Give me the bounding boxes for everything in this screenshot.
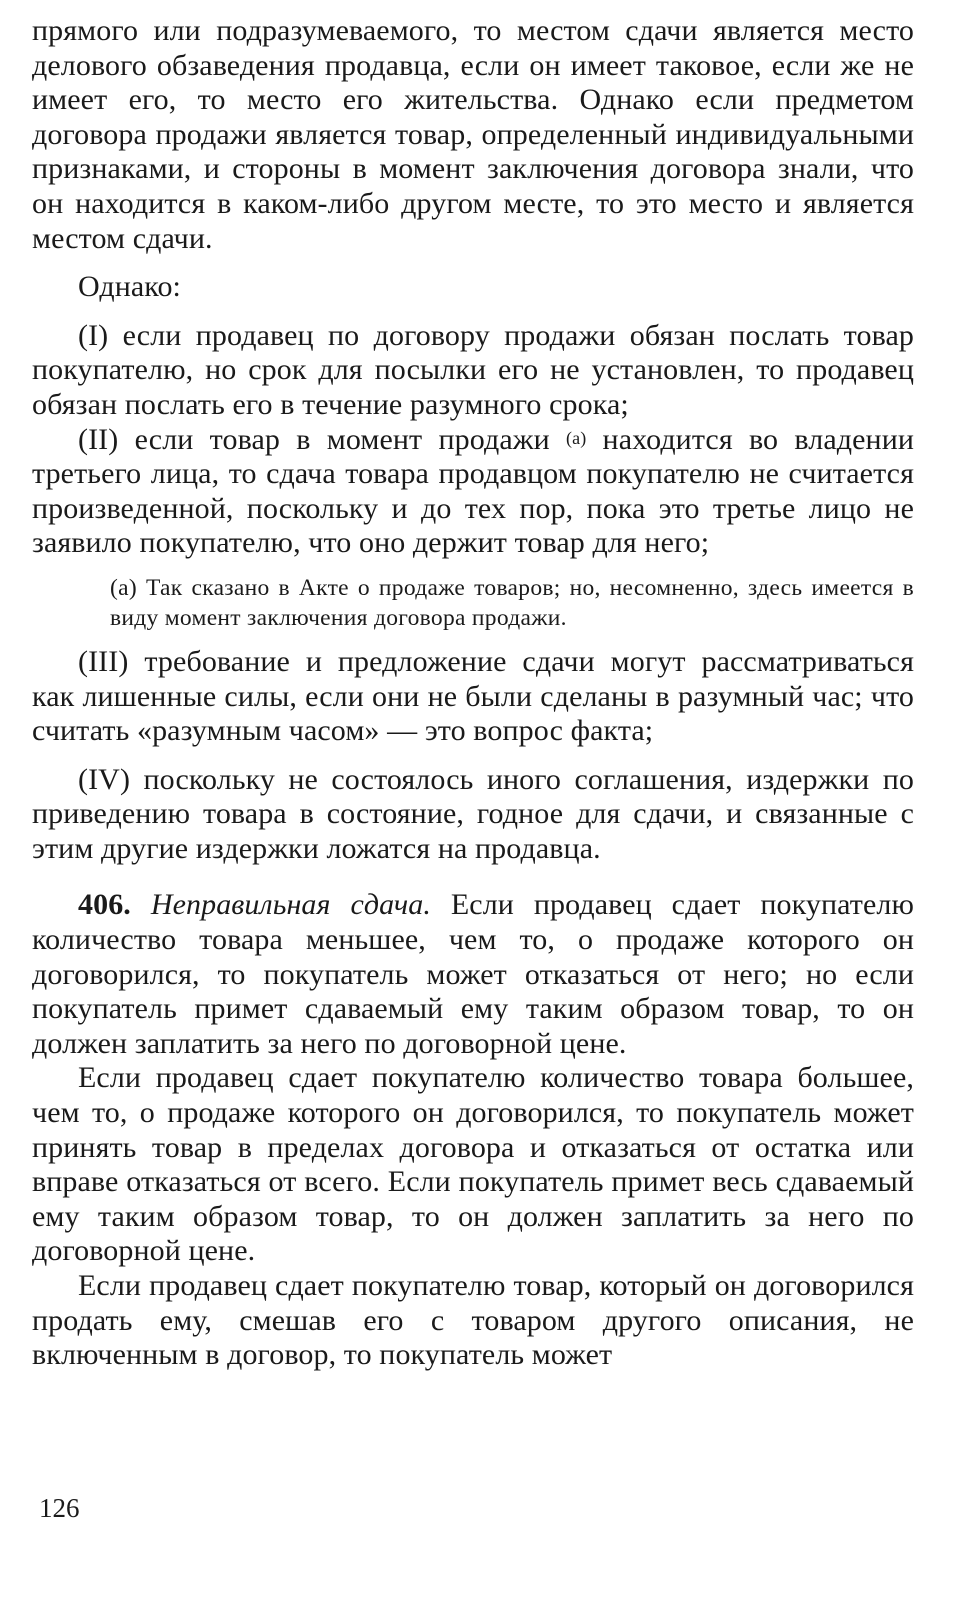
footnote-reference: (a)	[566, 427, 587, 448]
clause-ii	[32, 423, 914, 561]
section-406	[32, 888, 914, 1061]
paragraph-however: Однако:	[78, 270, 181, 304]
paragraph-place-of-delivery: прямого или подразумеваемого, то местом сдачи является место делового обзаведения продавца, если он имеет таковое, если же не имеет его, то место его жительства. Однако если предметом договора продажи является товар, определенный индивидуальными признаками, и стороны в момент заключения договора знали, что он находится в каком-либо другом месте, то это место и является местом сдачи.	[32, 14, 914, 255]
paragraph-excess-delivery: Если продавец сдает покупателю количество товара большее, чем то, о продаже которого он договорился, то покупатель может принять товар в пределах договора и отказаться от остатка или вправе отказаться от всего. Если покупатель примет весь сдаваемый ему таким образом товар, то он должен заплатить за него по договорной цене.	[32, 1061, 914, 1268]
page-number: 126	[39, 1493, 80, 1523]
clause-iv: (IV) поскольку не состоялось иного соглашения, издержки по приведению товара в состояние, годное для сдачи, и связанные с этим другие издержки ложатся на продавца.	[32, 762, 914, 865]
clause-i: (I) если продавец по договору продажи обязан послать товар покупателю, но срок для посылки его не установлен, то продавец обязан послать его в течение разумного срока;	[32, 318, 914, 421]
clause-ii-text-end: находится во владении третьего лица, то сдача товара продавцом покупателю не считается произведенной, поскольку и до тех пор, пока это третье лицо не заявило покупателю, что оно держит товар для него;	[32, 422, 915, 560]
section-406-text: Если продавец сдает покупателю количество товара меньшее, чем то, о продаже которого он договорился, то покупатель может отказаться от него; но если покупатель примет сдаваемый ему таким образом товар, то он должен заплатить за него по договорной цене.	[32, 888, 914, 1060]
section-number: 406.	[78, 888, 131, 922]
clause-ii-text-start: (II) если товар в момент продажи	[78, 422, 567, 456]
section-title: Неправильная сдача.	[150, 888, 431, 922]
paragraph-mixed-delivery: Если продавец сдает покупателю товар, который он договорился продать ему, смешав его с товаром другого описания, не включенным в договор, то покупатель может	[32, 1269, 914, 1372]
footnote: (a) Так сказано в Акте о продаже товаров; но, несомненно, здесь имеется в виду момент заключения договора продажи.	[110, 574, 914, 631]
clause-iii: (III) требование и предложение сдачи могут рассматриваться как лишенные силы, если они не были сделаны в разумный час; что считать «разумным часом» — это вопрос факта;	[32, 644, 914, 748]
page-body	[32, 14, 914, 1373]
